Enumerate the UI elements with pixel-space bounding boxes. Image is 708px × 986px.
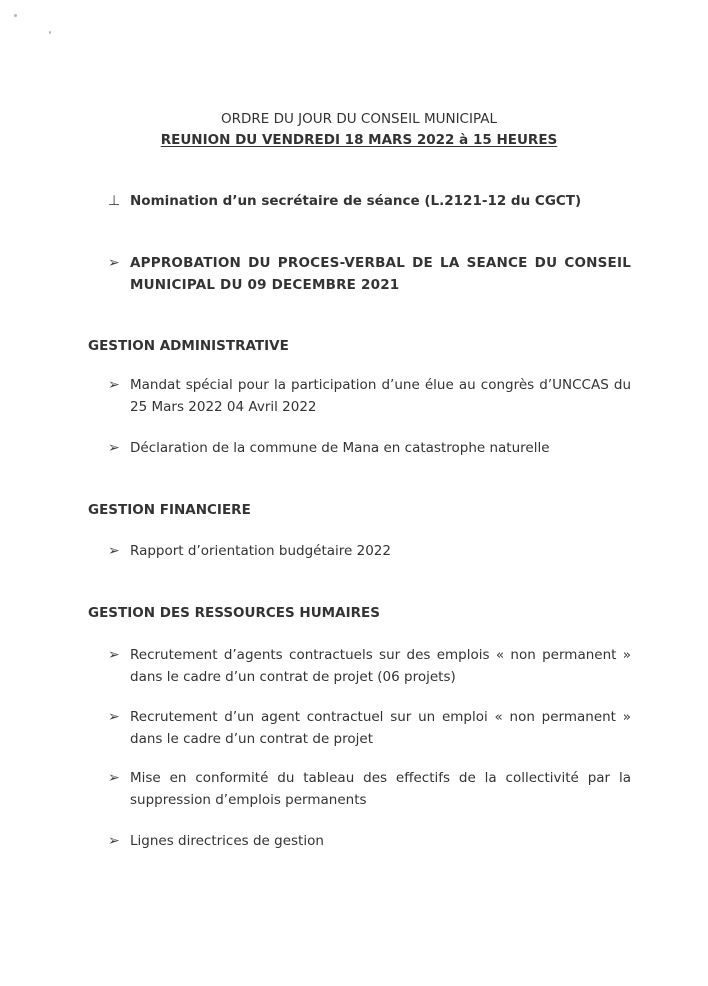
- agenda-item-minutes-approval: [108, 252, 631, 296]
- section-heading-financial: GESTION FINANCIERE: [88, 502, 251, 518]
- arrow-bullet-icon: ➢: [108, 377, 120, 393]
- section-heading-human-resources: GESTION DES RESSOURCES HUMAIRES: [88, 605, 380, 621]
- anchor-bullet-icon: ⊥: [108, 193, 121, 209]
- scan-speck: [14, 14, 17, 17]
- scan-speck: [49, 31, 51, 34]
- arrow-bullet-icon: ➢: [108, 255, 120, 271]
- arrow-bullet-icon: ➢: [108, 709, 120, 725]
- agenda-item: [108, 437, 631, 459]
- arrow-bullet-icon: ➢: [108, 543, 120, 559]
- arrow-bullet-icon: ➢: [108, 647, 120, 663]
- agenda-item-text: Recrutement d’un agent contractuel sur un emploi « non permanent » dans le cadre d’un contrat de projet: [130, 709, 631, 747]
- agenda-item: [108, 830, 631, 852]
- agenda-item-text: Rapport d’orientation budgétaire 2022: [130, 543, 391, 559]
- meeting-date: REUNION DU VENDREDI 18 MARS 2022 à 15 HEURES: [160, 132, 558, 148]
- arrow-bullet-icon: ➢: [108, 770, 120, 786]
- agenda-item-text: Lignes directrices de gestion: [130, 833, 324, 849]
- agenda-item-text: APPROBATION DU PROCES-VERBAL DE LA SEANCE DU CONSEIL MUNICIPAL DU 09 DECEMBRE 2021: [130, 255, 631, 293]
- agenda-item: [108, 540, 631, 562]
- section-heading-administrative: GESTION ADMINISTRATIVE: [88, 338, 289, 354]
- arrow-bullet-icon: ➢: [108, 833, 120, 849]
- agenda-item-text: Nomination d’un secrétaire de séance (L.2121-12 du CGCT): [130, 193, 582, 209]
- agenda-item: [108, 374, 631, 418]
- agenda-item-secretary: [108, 190, 631, 212]
- agenda-item-text: Recrutement d’agents contractuels sur des emplois « non permanent » dans le cadre d’un contrat de projet (06 projets): [130, 647, 631, 685]
- agenda-item: [108, 644, 631, 688]
- agenda-item-text: Mise en conformité du tableau des effectifs de la collectivité par la suppression d’emplois permanents: [130, 770, 631, 808]
- agenda-item-text: Déclaration de la commune de Mana en catastrophe naturelle: [130, 440, 550, 456]
- agenda-item-text: Mandat spécial pour la participation d’une élue au congrès d’UNCCAS du 25 Mars 2022 04 Avril 2022: [130, 377, 631, 415]
- arrow-bullet-icon: ➢: [108, 440, 120, 456]
- agenda-item: [108, 706, 631, 750]
- title-block: [0, 109, 708, 151]
- agenda-item: [108, 767, 631, 811]
- document-title: ORDRE DU JOUR DU CONSEIL MUNICIPAL: [221, 111, 497, 127]
